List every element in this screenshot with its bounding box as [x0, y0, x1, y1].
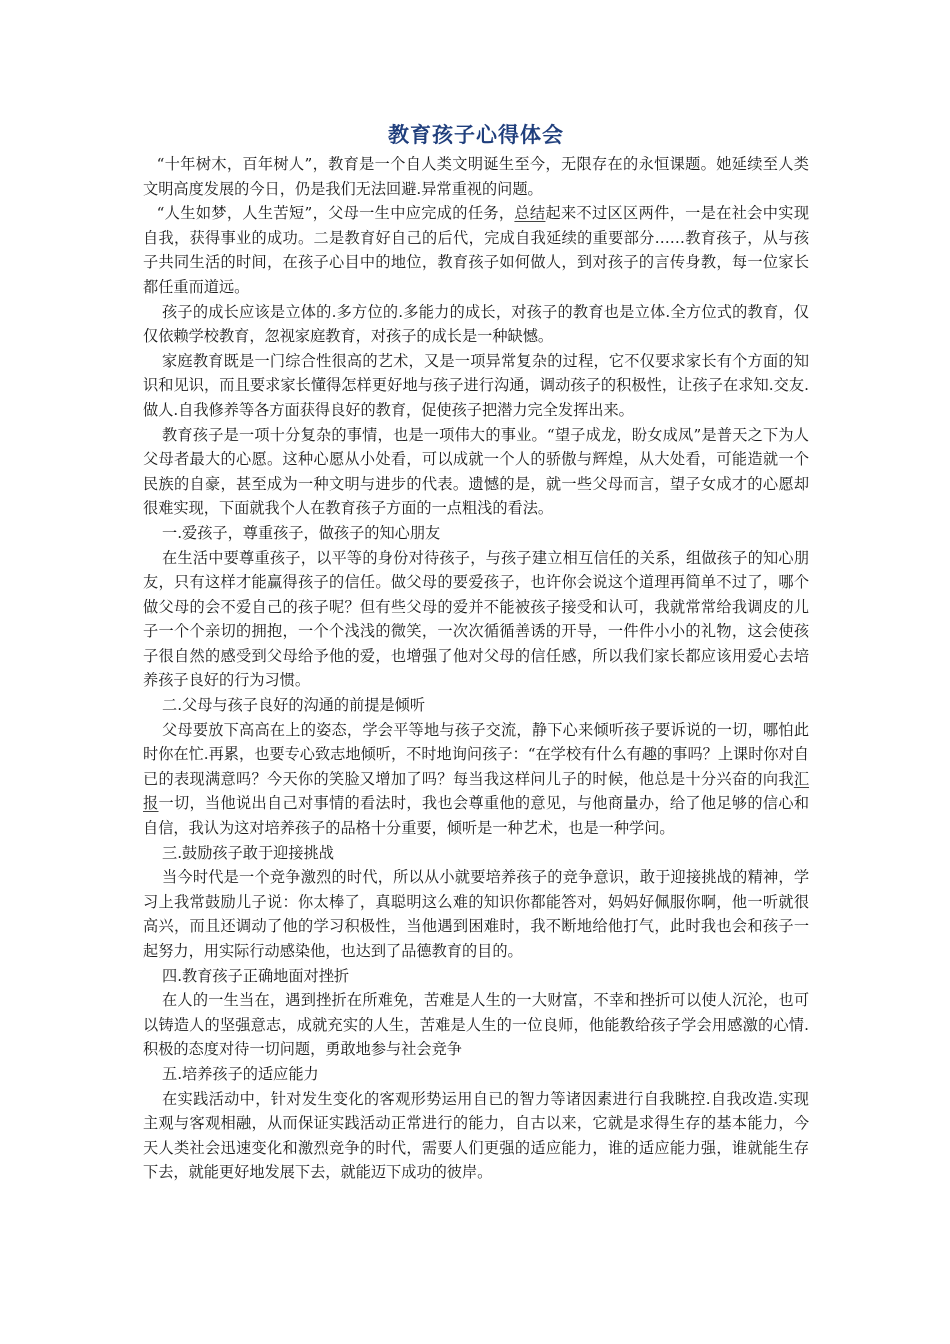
section-3-body: 当今时代是一个竞争激烈的时代，所以从小就要培养孩子的竞争意识，敢于迎接挑战的精神，学习上我常鼓励儿子说：你太棒了，真聪明这么难的知识你都能答对，妈妈好佩服你啊，他一听就很高兴，而且还调动了他的学习积极性，当他遇到困难时，我不断地给他打气，此时我也会和孩子一起努力，用实际行动感染他，也达到了品德教育的目的。	[143, 868, 809, 960]
intro-paragraph-5: 教育孩子是一项十分复杂的事情，也是一项伟大的事业。“望子成龙，盼女成凤”是普天之下为人父母者最大的心愿。这种心愿从小处看，可以成就一个人的骄傲与辉煌，从大处看，可能造就一个民族的自豪，甚至成为一种文明与进步的代表。遗憾的是，就一些父母而言，望子女成才的心愿却很难实现，下面就我个人在教育孩子方面的一点粗浅的看法。	[143, 425, 809, 518]
report-link[interactable]: 汇报	[143, 769, 809, 813]
summary-link[interactable]: 总结	[514, 204, 546, 223]
section-5-body: 在实践活动中，针对发生变化的客观形势运用自已的智力等诸因素进行自我眺控.自我改造.实现主观与客观相融，从而保证实践活动正常进行的能力，自古以来，它就是求得生存的基本能力，今天人类社会迅速变化和激烈竞争的时代，需要人们更强的适应能力，谁的适应能力强，谁就能生存下去，就能更好地发展下去，就能迈下成功的彼岸。	[143, 1089, 809, 1182]
intro-paragraph-2-end: 起来不过区区两件，一是在社会中实现自我，获得事业的成功。二是教育好自己的后代，完成自我延续的重要部分……教育孩子，从与孩子共同生活的时间，在孩子心目中的地位，教育孩子如何做人，到对孩子的言传身教，每一位家长都任重而道远。	[143, 204, 809, 296]
section-2-body-end: 一切，当他说出自己对事情的看法时，我也会尊重他的意见，与他商量办，给了他足够的信心和自信，我认为这对培养孩子的品格十分重要，倾听是一种艺术，也是一种学问。	[143, 794, 810, 838]
section-1-heading: 一.爱孩子，尊重孩子，做孩子的知心朋友	[162, 523, 441, 542]
section-3-heading: 三.鼓励孩子敢于迎接挑战	[162, 843, 334, 862]
section-5-heading: 五.培养孩子的适应能力	[162, 1064, 319, 1083]
document-page	[143, 118, 809, 1185]
section-1-body: 在生活中要尊重孩子，以平等的身份对待孩子，与孩子建立相互信任的关系，组做孩子的知心朋友，只有这样才能赢得孩子的信任。做父母的要爱孩子，也许你会说这个道理再简单不过了，哪个做父母的会不爱自己的孩子呢？但有些父母的爱并不能被孩子接受和认可，我就常常给我调皮的儿子一个个亲切的拥抱，一个个浅浅的微笑，一次次循循善诱的开导，一件件小小的礼物，这会使孩子很自然的感受到父母给予他的爱，也增强了他对父母的信任感，所以我们家长都应该用爱心去培养孩子良好的行为习惯。	[143, 548, 809, 690]
section-4-body: 在人的一生当在，遇到挫折在所难免，苦难是人生的一大财富，不幸和挫折可以使人沉沦，也可以铸造人的坚强意志，成就充实的人生，苦难是人生的一位良师，他能教给孩子学会用感激的心情.积极的态度对待一切问题，勇敢地参与社会竞争	[143, 991, 809, 1059]
section-2-body	[143, 718, 809, 841]
intro-paragraph-4: 家庭教育既是一门综合性很高的艺术，又是一项异常复杂的过程，它不仅要求家长有个方面的知识和见识，而且要求家长懂得怎样更好地与孩子进行沟通，调动孩子的积极性，让孩子在求知.交友.做人.自我修养等各方面获得良好的教育，促使孩子把潜力完全发挥出来。	[143, 351, 809, 419]
document-title: 教育孩子心得体会	[388, 123, 564, 147]
section-4-heading: 四.教育孩子正确地面对挫折	[162, 966, 350, 985]
intro-paragraph-2-start: “人生如梦，人生苦短”，父母一生中应完成的任务，	[156, 204, 515, 223]
intro-paragraph-3: 孩子的成长应该是立体的.多方位的.多能力的成长，对孩子的教育也是立体.全方位式的教育，仅仅依赖学校教育，忽视家庭教育，对孩子的成长是一种缺憾。	[143, 302, 809, 346]
intro-paragraph-1: “十年树木，百年树人”，教育是一个自人类文明诞生至今，无限存在的永恒课题。她延续至人类文明高度发展的今日，仍是我们无法回避.异常重视的问题。	[143, 155, 809, 198]
intro-paragraph-2	[143, 201, 809, 299]
section-2-body-start: 父母要放下高高在上的姿态，学会平等地与孩子交流，静下心来倾听孩子要诉说的一切，哪怕此时你在忙.再累，也要专心致志地倾听，不时地询问孩子：“在学校有什么有趣的事吗？上课时你对自已的表现满意吗？今天你的笑脸又增加了吗？每当我这样问儿子的时候，他总是十分兴奋的向我	[143, 720, 809, 788]
section-2-heading: 二.父母与孩子良好的沟通的前提是倾听	[162, 696, 426, 715]
